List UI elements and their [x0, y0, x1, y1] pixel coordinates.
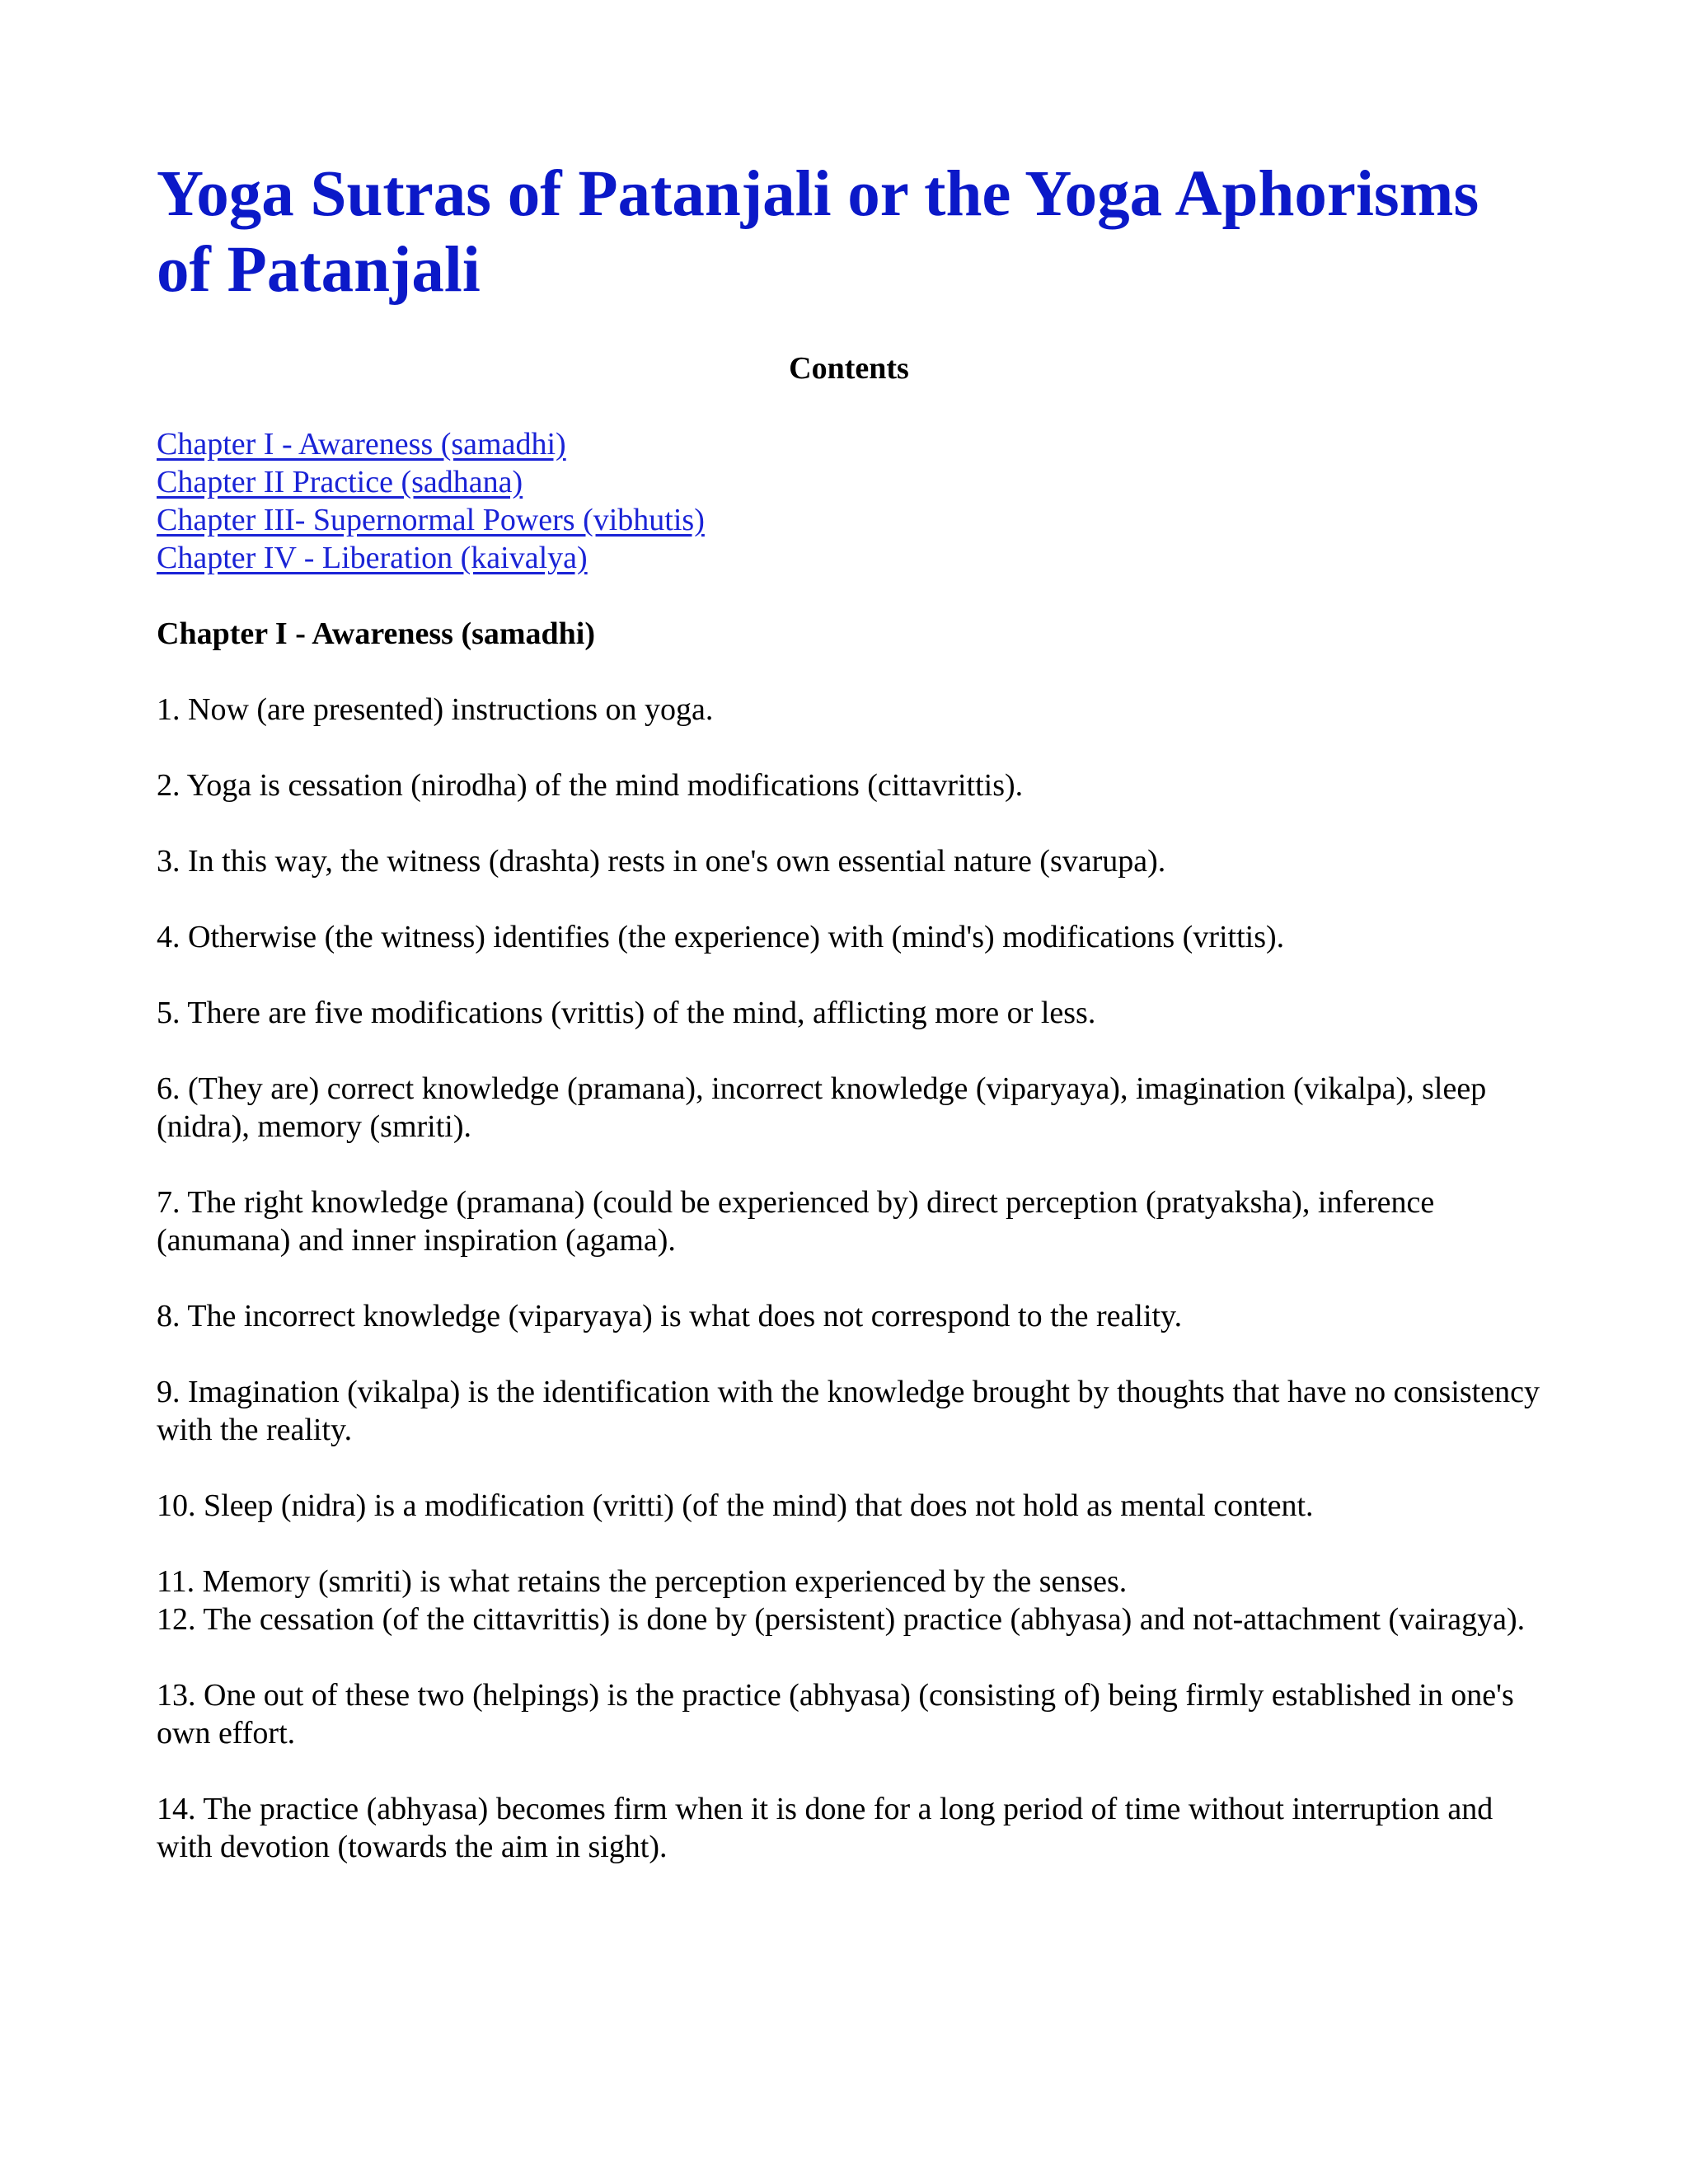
- sutra-7: 7. The right knowledge (pramana) (could be experienced by) direct perception (pratyaksha), inference (anumana) and inner inspiration (agama).: [157, 1185, 1435, 1258]
- chapter-heading: Chapter I - Awareness (samadhi): [157, 616, 596, 651]
- sutra-8: 8. The incorrect knowledge (viparyaya) is what does not correspond to the reality.: [157, 1299, 1183, 1333]
- sutra-14: 14. The practice (abhyasa) becomes firm when it is done for a long period of time without interruption and with devotion (towards the aim in sight).: [157, 1792, 1493, 1864]
- toc-link-chapter-1[interactable]: Chapter I - Awareness (samadhi): [157, 427, 566, 462]
- toc-item: [157, 539, 1541, 577]
- sutra-2: 2. Yoga is cessation (nirodha) of the mind modifications (cittavrittis).: [157, 768, 1024, 803]
- toc-link-chapter-4[interactable]: Chapter IV - Liberation (kaivalya): [157, 541, 588, 575]
- toc-link-chapter-2[interactable]: Chapter II Practice (sadhana): [157, 465, 523, 499]
- sutra-6: 6. (They are) correct knowledge (pramana), incorrect knowledge (viparyaya), imagination (vikalpa), sleep (nidra), memory (smriti).: [157, 1071, 1487, 1144]
- sutra-4: 4. Otherwise (the witness) identifies (the experience) with (mind's) modifications (vrittis).: [157, 920, 1285, 954]
- toc-item: [157, 501, 1541, 539]
- toc-item: [157, 425, 1541, 463]
- sutra-3: 3. In this way, the witness (drashta) rests in one's own essential nature (svarupa).: [157, 844, 1166, 879]
- sutra-5: 5. There are five modifications (vrittis) of the mind, afflicting more or less.: [157, 996, 1096, 1030]
- sutra-10: 10. Sleep (nidra) is a modification (vritti) (of the mind) that does not hold as mental content.: [157, 1488, 1314, 1523]
- sutra-1: 1. Now (are presented) instructions on yoga.: [157, 692, 714, 727]
- contents-heading: Contents: [789, 351, 909, 386]
- sutra-11: 11. Memory (smriti) is what retains the perception experienced by the senses.: [157, 1564, 1128, 1599]
- page-title: Yoga Sutras of Patanjali or the Yoga Aphorisms of Patanjali: [157, 158, 1479, 306]
- sutra-12: 12. The cessation (of the cittavrittis) is done by (persistent) practice (abhyasa) and not-attachment (vairagya).: [157, 1602, 1526, 1637]
- sutra-13: 13. One out of these two (helpings) is the practice (abhyasa) (consisting of) being firmly established in one's own effort.: [157, 1678, 1514, 1750]
- toc-link-chapter-3[interactable]: Chapter III- Supernormal Powers (vibhutis): [157, 503, 705, 537]
- document-page: [157, 157, 1541, 1866]
- table-of-contents: [157, 425, 1541, 577]
- toc-item: [157, 463, 1541, 501]
- sutra-9: 9. Imagination (vikalpa) is the identification with the knowledge brought by thoughts that have no consistency with the reality.: [157, 1375, 1540, 1447]
